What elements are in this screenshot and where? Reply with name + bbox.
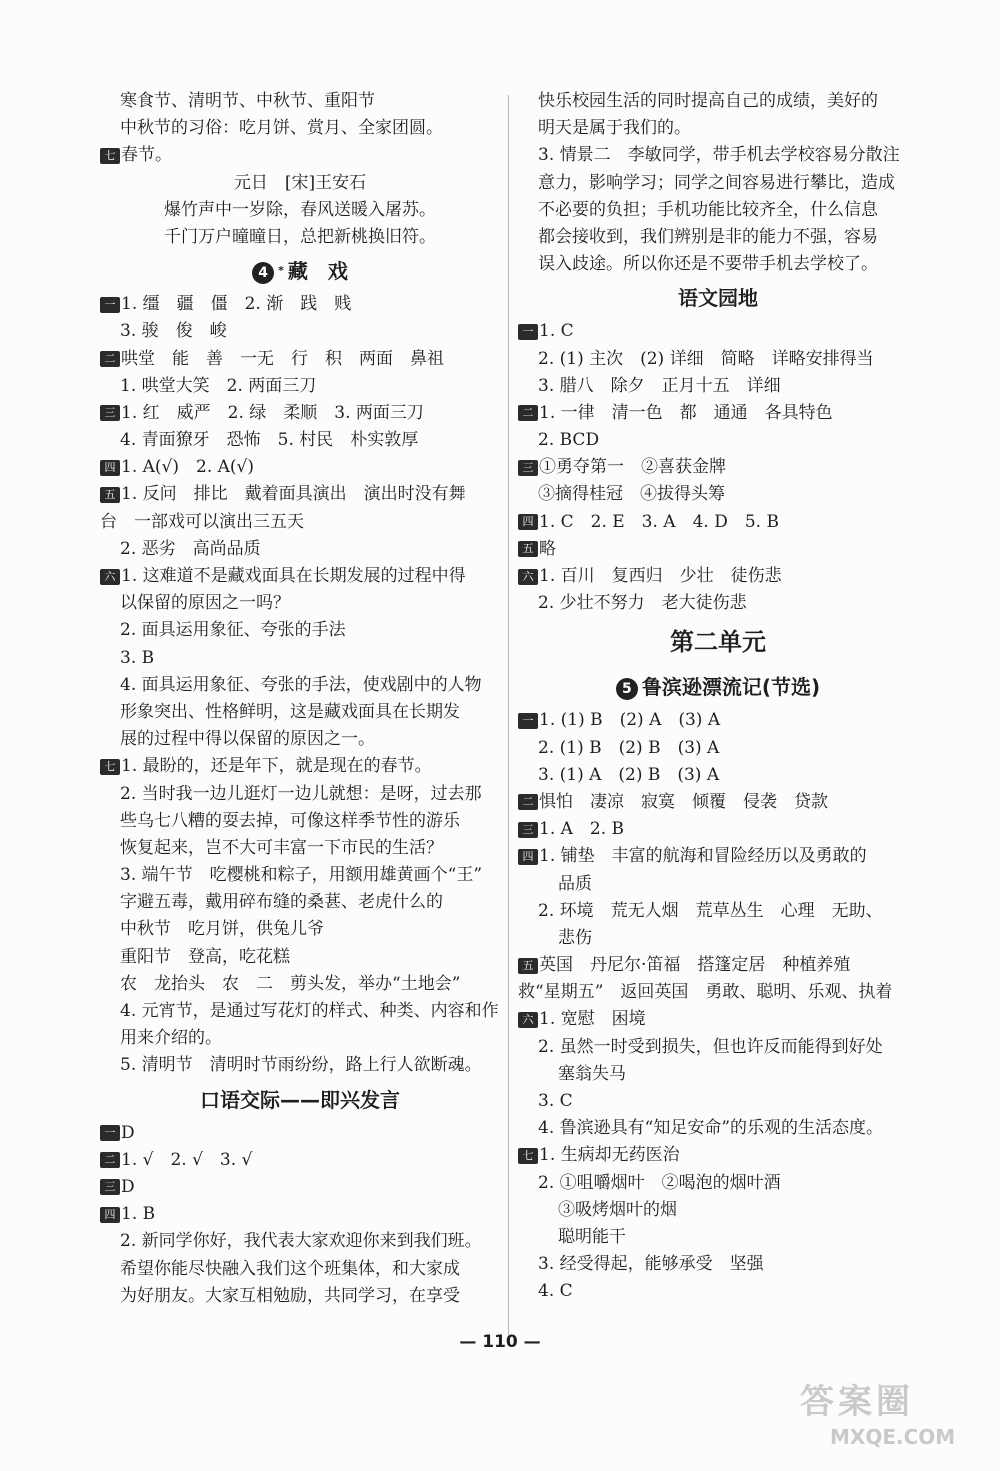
section-marker: 一 xyxy=(518,713,538,729)
answer-line xyxy=(518,427,918,454)
answer-text: 1. 缰 疆 僵 2. 渐 践 贱 xyxy=(121,294,352,315)
answer-line xyxy=(100,454,500,481)
answer-text: ③吸烤烟叶的烟 xyxy=(558,1199,677,1220)
section-marker: 二 xyxy=(100,1152,120,1168)
answer-line xyxy=(518,509,918,536)
page-number: — 110 — xyxy=(459,1332,541,1352)
answer-line xyxy=(100,1025,500,1052)
section-marker: 五 xyxy=(518,958,538,974)
answer-line xyxy=(100,88,500,115)
answer-text: 4. 面具运用象征、夸张的手法，使戏剧中的人物 xyxy=(120,674,482,695)
answer-text: 1. √ 2. √ 3. √ xyxy=(121,1149,253,1170)
answer-line xyxy=(518,1142,918,1169)
answer-text: 恢复起来，岂不大可丰富一下市民的生活？ xyxy=(120,837,443,858)
answer-line xyxy=(518,481,918,508)
answer-line xyxy=(100,481,500,508)
answer-text: 4. C xyxy=(538,1281,573,1302)
answer-line xyxy=(100,971,500,998)
answer-text: 2. 少壮不努力 老大徒伤悲 xyxy=(538,593,747,614)
answer-text: 2. 环境 荒无人烟 荒草丛生 心理 无助、 xyxy=(538,900,883,921)
answer-line xyxy=(100,1052,500,1079)
answer-text: 明天是属于我们的。 xyxy=(538,118,691,139)
answer-text: 快乐校园生活的同时提高自己的成绩，美好的 xyxy=(538,91,878,111)
answer-text: 台 一部戏可以演出三五天 xyxy=(100,511,304,532)
answer-line xyxy=(518,115,918,142)
answer-text: 3. C xyxy=(538,1091,573,1111)
section-marker: 四 xyxy=(518,514,538,530)
answer-line xyxy=(100,427,500,454)
answer-line xyxy=(518,590,918,617)
answer-text: 重阳节 登高，吃花糕 xyxy=(120,946,290,967)
answer-line xyxy=(100,400,500,427)
answer-line xyxy=(100,699,500,726)
answer-line xyxy=(518,1251,918,1278)
answer-text: 悲伤 xyxy=(558,927,592,948)
section-marker: 一 xyxy=(100,1125,120,1141)
answer-line xyxy=(518,735,918,762)
answer-line xyxy=(100,916,500,943)
answer-line xyxy=(100,590,500,617)
answer-text: 1. 哄堂大笑 2. 两面三刀 xyxy=(120,375,317,396)
answer-text: 2. (1) B (2) B (3) A xyxy=(538,737,720,758)
answer-line xyxy=(518,1115,918,1142)
section-marker: 二 xyxy=(518,794,538,810)
section-marker: 六 xyxy=(518,569,538,585)
answer-line xyxy=(518,925,918,952)
answer-line xyxy=(100,1256,500,1283)
answer-text: 2. ①咀嚼烟叶 ②喝泡的烟叶酒 xyxy=(538,1172,781,1193)
lesson-number-badge: 5 xyxy=(616,678,638,700)
answer-text: D xyxy=(121,1122,135,1143)
section-marker: 三 xyxy=(100,405,120,421)
answer-line xyxy=(518,707,918,734)
answer-text: D xyxy=(121,1176,135,1197)
answer-line xyxy=(518,1006,918,1033)
answer-text: 惧怕 凄凉 寂寞 倾覆 侵袭 贷款 xyxy=(539,791,828,812)
answer-line xyxy=(518,142,918,169)
watermark-url: MXQE.COM xyxy=(830,1425,956,1449)
section-marker: 三 xyxy=(100,1179,120,1195)
answer-text: 略 xyxy=(539,538,556,559)
answer-text: ①勇夺第一 ②喜获金牌 xyxy=(539,457,726,478)
answer-text: 希望你能尽快融入我们这个班集体，和大家成 xyxy=(120,1258,460,1279)
answer-line xyxy=(518,88,918,115)
answer-text: 春节。 xyxy=(121,145,172,166)
answer-line xyxy=(518,346,918,373)
answer-line xyxy=(518,170,918,197)
answer-line xyxy=(518,1061,918,1088)
answer-text: 3. 端午节 吃樱桃和粽子，用额用雄黄画个“王” xyxy=(120,865,483,886)
answer-line xyxy=(518,843,918,870)
answer-text: 1. 百川 复西归 少壮 徒伤悲 xyxy=(539,566,782,586)
answer-text: 1. 反问 排比 戴着面具演出 演出时没有舞 xyxy=(121,484,466,505)
answer-line xyxy=(100,115,500,142)
answer-text: 4. 元宵节，是通过写花灯的样式、种类、内容和作 xyxy=(120,1001,499,1021)
answer-text: 1. C xyxy=(539,321,574,342)
section-marker: 四 xyxy=(518,849,538,865)
answer-line xyxy=(100,781,500,808)
answer-line xyxy=(518,762,918,789)
answer-line xyxy=(518,789,918,816)
answer-text: 1. B xyxy=(121,1204,156,1225)
answer-text: 千门万户曈曈日，总把新桃换旧符。 xyxy=(164,226,436,247)
answer-text: 不必要的负担；手机功能比较齐全，什么信息 xyxy=(538,199,878,220)
answer-text: 形象突出、性格鲜明，这是藏戏面具在长期发 xyxy=(120,701,460,722)
answer-text: 1. 最盼的，还是年下，就是现在的春节。 xyxy=(121,756,432,777)
watermark-title: 答案圈 xyxy=(800,1382,914,1422)
answer-line xyxy=(100,509,500,536)
answer-line xyxy=(518,979,918,1006)
heading-text: 藏 戏 xyxy=(287,259,348,284)
answer-text: 都会接收到，我们辨别是非的能力不强，容易 xyxy=(538,226,878,247)
answer-line xyxy=(100,1283,500,1310)
answer-line xyxy=(100,753,500,780)
answer-line xyxy=(518,318,918,345)
answer-text: 1. A(√) 2. A(√) xyxy=(121,457,254,478)
watermark-logo xyxy=(800,1380,990,1465)
answer-text: 1. 宽慰 困境 xyxy=(539,1009,646,1030)
answer-text: 误入歧途。所以你还是不要带手机去学校了。 xyxy=(538,254,878,275)
answer-line xyxy=(100,1120,500,1147)
section-marker: 二 xyxy=(518,405,538,421)
answer-line xyxy=(100,1201,500,1228)
answer-text: 寒食节、清明节、中秋节、重阳节 xyxy=(120,91,375,111)
heading-text: 口语交际——即兴发言 xyxy=(200,1087,400,1112)
answer-text: 5. 清明节 清明时节雨纷纷，路上行人欲断魂。 xyxy=(120,1055,482,1076)
answer-line xyxy=(518,898,918,925)
answer-line xyxy=(518,871,918,898)
section-marker: 四 xyxy=(100,460,120,476)
answer-line xyxy=(518,1197,918,1224)
answer-text: 1. 一律 清一色 都 通通 各具特色 xyxy=(539,402,833,423)
answer-line xyxy=(518,1224,918,1251)
answer-line xyxy=(518,1278,918,1305)
section-heading xyxy=(518,278,918,318)
answer-text: 用来介绍的。 xyxy=(120,1028,222,1049)
answer-text: 意力，影响学习；同学之间容易进行攀比，造成 xyxy=(538,172,895,193)
answer-line xyxy=(100,1228,500,1255)
section-marker: 二 xyxy=(100,351,120,367)
answer-text: 些乌七八糟的耍去掉，可像这样季节性的游乐 xyxy=(120,810,460,831)
answer-text: 2. BCD xyxy=(538,430,600,451)
answer-line xyxy=(518,400,918,427)
answer-text: 3. 情景二 李敏同学，带手机去学校容易分散注 xyxy=(538,145,900,166)
answer-line xyxy=(100,835,500,862)
section-marker: 四 xyxy=(100,1207,120,1223)
answer-line xyxy=(100,318,500,345)
answer-line xyxy=(518,952,918,979)
answer-text: 2. (1) 主次 (2) 详细 简略 详略安排得当 xyxy=(538,348,874,369)
section-marker: 五 xyxy=(518,541,538,557)
answer-line xyxy=(518,224,918,251)
answer-line xyxy=(518,197,918,224)
answer-line xyxy=(100,617,500,644)
answer-line xyxy=(518,454,918,481)
answer-text: 救“星期五” 返回英国 勇敢、聪明、乐观、执着 xyxy=(518,982,893,1003)
answer-line xyxy=(100,170,500,197)
answer-line xyxy=(100,373,500,400)
answer-text: 2. 虽然一时受到损失，但也许反而能得到好处 xyxy=(538,1036,883,1057)
section-heading xyxy=(100,1080,500,1120)
section-marker: 一 xyxy=(518,324,538,340)
answer-text: 以保留的原因之一吗？ xyxy=(120,593,290,614)
answer-text: 1. 生病却无药医治 xyxy=(539,1145,680,1166)
answer-text: 1. (1) B (2) A (3) A xyxy=(539,710,721,731)
answer-line xyxy=(100,536,500,563)
answer-text: 字避五毒，戴用碎布缝的桑葚、老虎什么的 xyxy=(120,892,443,913)
answer-text: 聪明能干 xyxy=(558,1226,626,1247)
answer-text: 1. 红 威严 2. 绿 柔顺 3. 两面三刀 xyxy=(121,402,424,423)
heading-text: 鲁滨逊漂流记(节选) xyxy=(641,675,821,700)
answer-line xyxy=(518,1088,918,1115)
answer-text: 2. 当时我一边儿逛灯一边儿就想：是呀，过去那 xyxy=(120,783,482,804)
answer-text: 元日 [宋]王安石 xyxy=(233,172,367,193)
answer-text: 1. C 2. E 3. A 4. D 5. B xyxy=(539,511,779,532)
answer-text: 中秋节的习俗：吃月饼、赏月、全家团圆。 xyxy=(120,118,443,139)
answer-line xyxy=(518,1034,918,1061)
answer-line xyxy=(100,563,500,590)
section-heading xyxy=(518,667,918,707)
answer-text: 2. 新同学你好，我代表大家欢迎你来到我们班。 xyxy=(120,1231,482,1252)
answer-text: 2. 恶劣 高尚品质 xyxy=(120,538,261,559)
answer-line xyxy=(100,142,500,169)
answer-text: 品质 xyxy=(558,873,592,894)
answer-text: 爆竹声中一岁除，春风送暖入屠苏。 xyxy=(164,199,436,220)
section-marker: 一 xyxy=(100,297,120,313)
section-marker: 六 xyxy=(100,569,120,585)
answer-line xyxy=(100,862,500,889)
column-divider xyxy=(508,95,509,1335)
answer-line xyxy=(518,563,918,590)
answer-text: 3. 骏 俊 峻 xyxy=(120,321,227,342)
answer-line xyxy=(100,808,500,835)
section-marker: 五 xyxy=(100,487,120,503)
answer-line xyxy=(518,251,918,278)
right-column xyxy=(518,88,918,1306)
answer-line xyxy=(100,1174,500,1201)
answer-text: 4. 鲁滨逊具有“知足安命”的乐观的生活态度。 xyxy=(538,1118,884,1139)
answer-line xyxy=(100,291,500,318)
answer-text: 4. 青面獠牙 恐怖 5. 村民 朴实敦厚 xyxy=(120,430,419,451)
answer-line xyxy=(518,1170,918,1197)
answer-text: 3. 腊八 除夕 正月十五 详细 xyxy=(538,375,781,396)
answer-line xyxy=(100,645,500,672)
answer-line xyxy=(100,944,500,971)
answer-text: 3. 经受得起，能够承受 坚强 xyxy=(538,1254,764,1275)
section-marker: 三 xyxy=(518,460,538,476)
answer-text: 1. 这难道不是藏戏面具在长期发展的过程中得 xyxy=(121,566,466,586)
answer-text: 3. B xyxy=(120,647,155,668)
section-heading xyxy=(518,617,918,667)
section-marker: 七 xyxy=(100,148,120,164)
answer-line xyxy=(100,224,500,251)
answer-text: 为好朋友。大家互相勉励，共同学习，在享受 xyxy=(120,1285,460,1306)
answer-line xyxy=(100,197,500,224)
answer-text: 农 龙抬头 农 二 剪头发，举办“土地会” xyxy=(120,973,461,994)
section-marker: 七 xyxy=(518,1148,538,1164)
answer-line xyxy=(100,346,500,373)
heading-text: 语文园地 xyxy=(678,286,758,311)
section-marker: 三 xyxy=(518,822,538,838)
section-heading xyxy=(100,251,500,291)
answer-text: 中秋节 吃月饼，供兔儿爷 xyxy=(120,919,324,940)
section-marker: 七 xyxy=(100,759,120,775)
answer-text: 1. A 2. B xyxy=(539,819,625,840)
answer-text: 1. 铺垫 丰富的航海和冒险经历以及勇敢的 xyxy=(539,846,867,867)
optional-lesson-star: * xyxy=(278,264,284,278)
answer-text: 2. 面具运用象征、夸张的手法 xyxy=(120,620,346,641)
answer-text: 3. (1) A (2) B (3) A xyxy=(538,764,720,785)
answer-line xyxy=(100,998,500,1025)
section-marker: 六 xyxy=(518,1012,538,1028)
answer-text: 哄堂 能 善 一无 行 积 两面 鼻祖 xyxy=(121,348,444,369)
answer-line xyxy=(518,816,918,843)
answer-text: 塞翁失马 xyxy=(558,1063,626,1084)
lesson-number-badge: 4 xyxy=(252,262,274,284)
answer-text: 英国 丹尼尔·笛福 搭篷定居 种植养殖 xyxy=(539,955,851,976)
heading-text: 第二单元 xyxy=(670,628,766,657)
answer-text: 展的过程中得以保留的原因之一。 xyxy=(120,729,375,750)
answer-text: ③摘得桂冠 ④拔得头筹 xyxy=(538,484,725,505)
answer-line xyxy=(518,373,918,400)
answer-line xyxy=(100,1147,500,1174)
answer-line xyxy=(100,726,500,753)
answer-line xyxy=(100,672,500,699)
left-column xyxy=(100,88,500,1310)
answer-line xyxy=(518,536,918,563)
answer-line xyxy=(100,889,500,916)
